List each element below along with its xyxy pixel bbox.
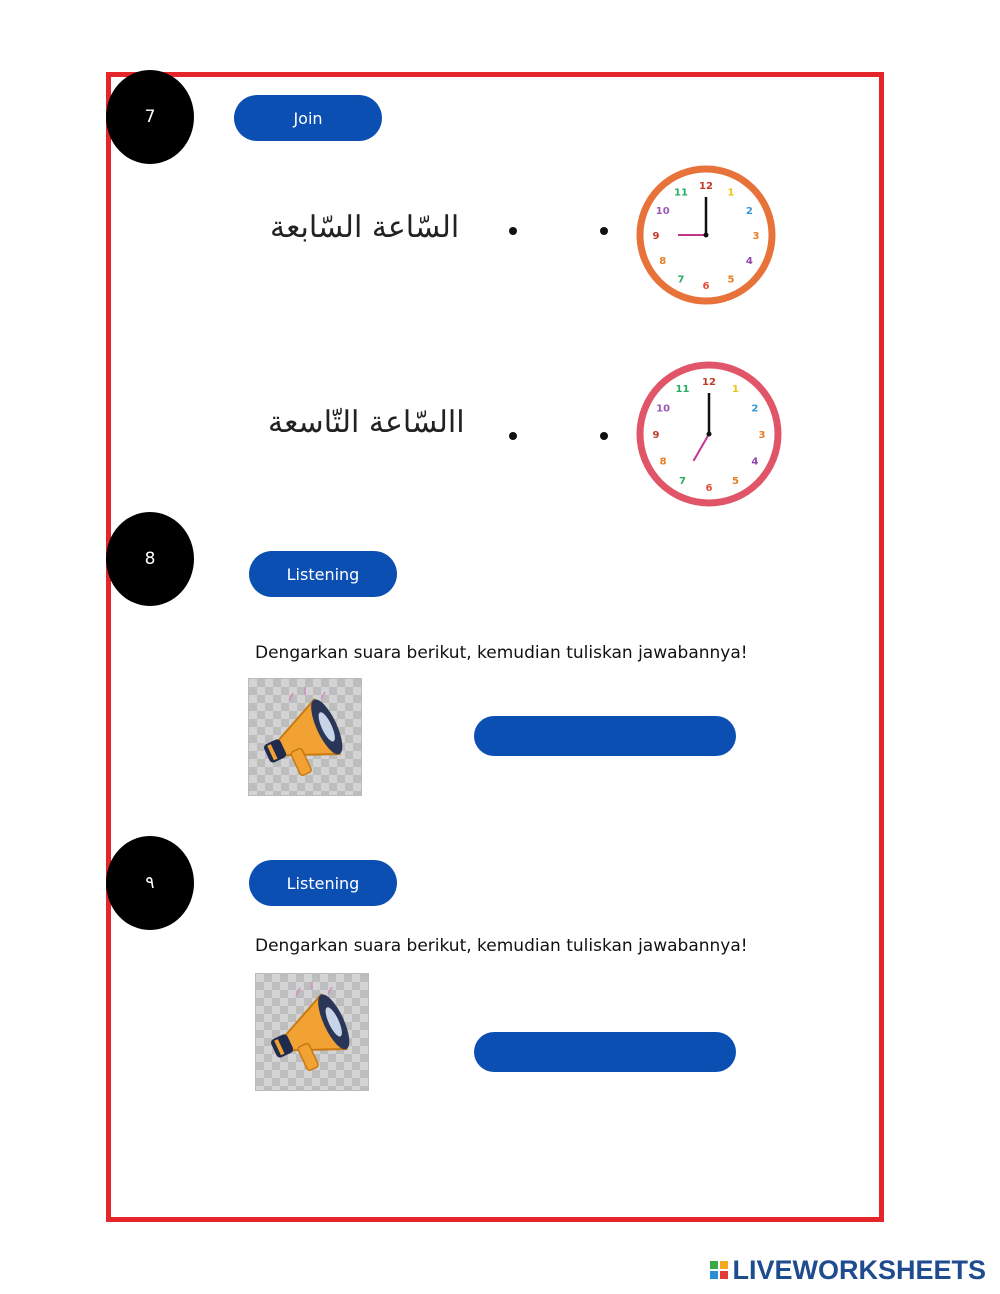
clock-number: 6 (705, 483, 713, 494)
question-number-9: ٩ (106, 836, 194, 930)
clock-number: 7 (679, 475, 686, 487)
clock-seven (634, 356, 784, 512)
instruction-9: Dengarkan suara berikut, kemudian tuliskan jawabannya! (255, 936, 748, 956)
question-number-8: 8 (106, 512, 194, 606)
tag-listening-9: Listening (249, 860, 397, 906)
tag-listening-8: Listening (249, 551, 397, 597)
clock-number: 9 (652, 430, 660, 441)
arabic-label-nine-oclock: االسّاعة التّاسعة (268, 405, 465, 440)
question-number-7: 7 (106, 70, 194, 164)
clock-number: 1 (727, 187, 735, 199)
audio-play-button-8[interactable] (248, 678, 362, 796)
clock-center (707, 432, 712, 437)
clock-number: 11 (675, 384, 690, 396)
megaphone-icon (249, 679, 361, 795)
liveworksheets-logo-icon (710, 1261, 728, 1279)
clock-number: 10 (655, 206, 670, 217)
megaphone-icon (256, 974, 368, 1090)
audio-play-button-9[interactable] (255, 973, 369, 1091)
clock-number: 3 (752, 231, 760, 242)
clock-number: 9 (652, 231, 660, 242)
clock-number: 4 (745, 256, 753, 267)
match-dot-left-2[interactable] (509, 432, 517, 440)
clock-number: 12 (702, 377, 716, 388)
clock-number: 5 (732, 475, 739, 487)
clock-number: 8 (659, 256, 667, 267)
clock-number: 3 (758, 430, 766, 441)
clock-number: 2 (751, 403, 759, 415)
clock-number: 12 (699, 181, 713, 192)
clock-number: 5 (727, 274, 735, 286)
clock-number: 2 (745, 206, 753, 217)
tag-join: Join (234, 95, 382, 141)
match-dot-left-1[interactable] (509, 227, 517, 235)
clock-number: 8 (659, 456, 667, 468)
match-dot-right-2[interactable] (600, 432, 608, 440)
clock-number: 11 (674, 187, 688, 199)
answer-input-9[interactable] (474, 1032, 736, 1072)
clock-number: 7 (677, 274, 685, 286)
liveworksheets-logo-text: LIVEWORKSHEETS (732, 1254, 986, 1285)
clock-nine (634, 160, 778, 310)
answer-input-8[interactable] (474, 716, 736, 756)
arabic-label-seven-oclock: السّاعة السّابعة (270, 210, 460, 245)
liveworksheets-logo (710, 1254, 986, 1286)
clock-number: 10 (656, 403, 671, 415)
match-dot-right-1[interactable] (600, 227, 608, 235)
clock-number: 6 (702, 281, 710, 292)
clock-number: 4 (751, 456, 759, 468)
clock-center (704, 233, 709, 238)
clock-number: 1 (732, 384, 739, 396)
instruction-8: Dengarkan suara berikut, kemudian tuliskan jawabannya! (255, 643, 748, 663)
